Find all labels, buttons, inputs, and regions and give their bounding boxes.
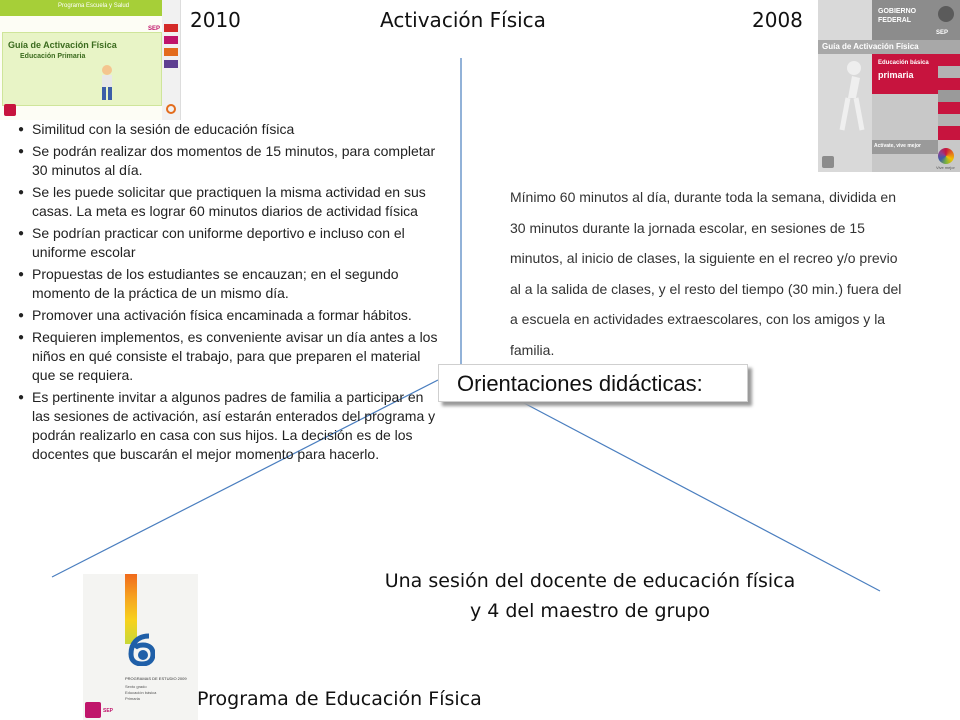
cover-2010-side-block xyxy=(164,48,178,56)
programa-cover-line3: Primaria xyxy=(125,696,140,701)
cover-programa xyxy=(83,574,198,720)
list-item: ● Es pertinente invitar a algunos padres de familia a participar en las sesiones de activación, así estarán enterados del programa y podrán realizarlo en casa con sus hijos. La decisión es de los docentes que buscarán el mejor momento para hacerlo. xyxy=(18,388,438,464)
cover-2010-side-block xyxy=(164,60,178,68)
shield-icon xyxy=(938,6,954,22)
cover-2008-color-strip xyxy=(938,54,960,140)
year-2008-label: 2008 xyxy=(752,8,803,32)
list-item: ● Se podrían practicar con uniforme deportivo e incluso con el uniforme escolar xyxy=(18,224,438,262)
circle-logo-icon xyxy=(166,104,176,114)
list-item: ● Propuestas de los estudiantes se encauzan; en el segundo momento de la práctica de un mismo día. xyxy=(18,265,438,303)
list-item: ● Promover una activación física encaminada a formar hábitos. xyxy=(18,306,438,325)
list-item: ● Similitud con la sesión de educación física xyxy=(18,120,438,139)
cover-2008-small: Vive mejor xyxy=(936,165,955,170)
bullets-2010-list xyxy=(18,120,438,467)
cover-2010-side-block xyxy=(164,24,178,32)
cover-2008-sub1: Educación básica xyxy=(878,60,929,66)
programa-cover-line2: Educación básica xyxy=(125,690,157,695)
page-title: Activación Física xyxy=(380,8,546,32)
list-item: ● Requieren implementos, es conveniente avisar un día antes a los niños en qué consiste el trabajo, para que preparen el material que se requiera. xyxy=(18,328,438,385)
logo-icon xyxy=(4,104,16,116)
programa-sep: SEP xyxy=(103,708,114,714)
cover-2008-gov1: GOBIERNO xyxy=(878,8,917,15)
cover-2010-side-block xyxy=(164,36,178,44)
cover-2008-title: Guía de Activación Física xyxy=(822,42,919,51)
cover-2008-guide xyxy=(818,0,960,172)
orientaciones-box: Orientaciones didácticas: xyxy=(438,364,748,402)
child-figure-icon xyxy=(98,64,116,102)
cover-2008-sep: SEP xyxy=(936,30,949,36)
logo-icon xyxy=(85,702,101,718)
line-diagonal-right xyxy=(522,402,880,591)
cover-2010-sep: SEP xyxy=(148,26,161,32)
list-item: ● Se podrán realizar dos momentos de 15 minutos, para completar 30 minutos al día. xyxy=(18,142,438,180)
cover-2010-subtitle: Educación Primaria xyxy=(20,53,86,60)
flower-logo-icon xyxy=(938,148,954,164)
year-2010-label: 2010 xyxy=(190,8,241,32)
cover-2008-gov2: FEDERAL xyxy=(878,17,912,24)
cover-2010-banner: Programa Escuela y Salud xyxy=(58,3,130,9)
programa-caption: Programa de Educación Física xyxy=(197,688,482,710)
cover-2010-title: Guía de Activación Física xyxy=(8,40,117,50)
cover-2008-slogan: Actívate, vive mejor xyxy=(874,143,921,149)
cover-2008-sub2: primaria xyxy=(878,70,914,80)
cover-2010-guide xyxy=(0,0,181,120)
sesion-text: Una sesión del docente de educación física y 4 del maestro de grupo xyxy=(384,570,796,622)
programa-cover-line1: Sexto grado xyxy=(125,684,147,689)
runner-figure-icon xyxy=(832,58,872,138)
logo-icon xyxy=(822,156,834,168)
programa-cover-title: PROGRAMAS DE ESTUDIO 2009 xyxy=(125,676,187,681)
list-item: ● Se les puede solicitar que practiquen la misma actividad en sus casas. La meta es lograr 60 minutos diarios de actividad física xyxy=(18,183,438,221)
number-six-icon xyxy=(127,632,155,666)
paragraph-2008: Mínimo 60 minutos al día, durante toda la semana, dividida en 30 minutos durante la jornada escolar, en sesiones de 15 minutos, al inicio de clases, la siguiente en el recreo y/o previo al a la salida de clases, y el resto del tiempo (30 min.) fuera del a escuela en actividades extraescolares, con los amigos y la familia. xyxy=(510,189,902,358)
